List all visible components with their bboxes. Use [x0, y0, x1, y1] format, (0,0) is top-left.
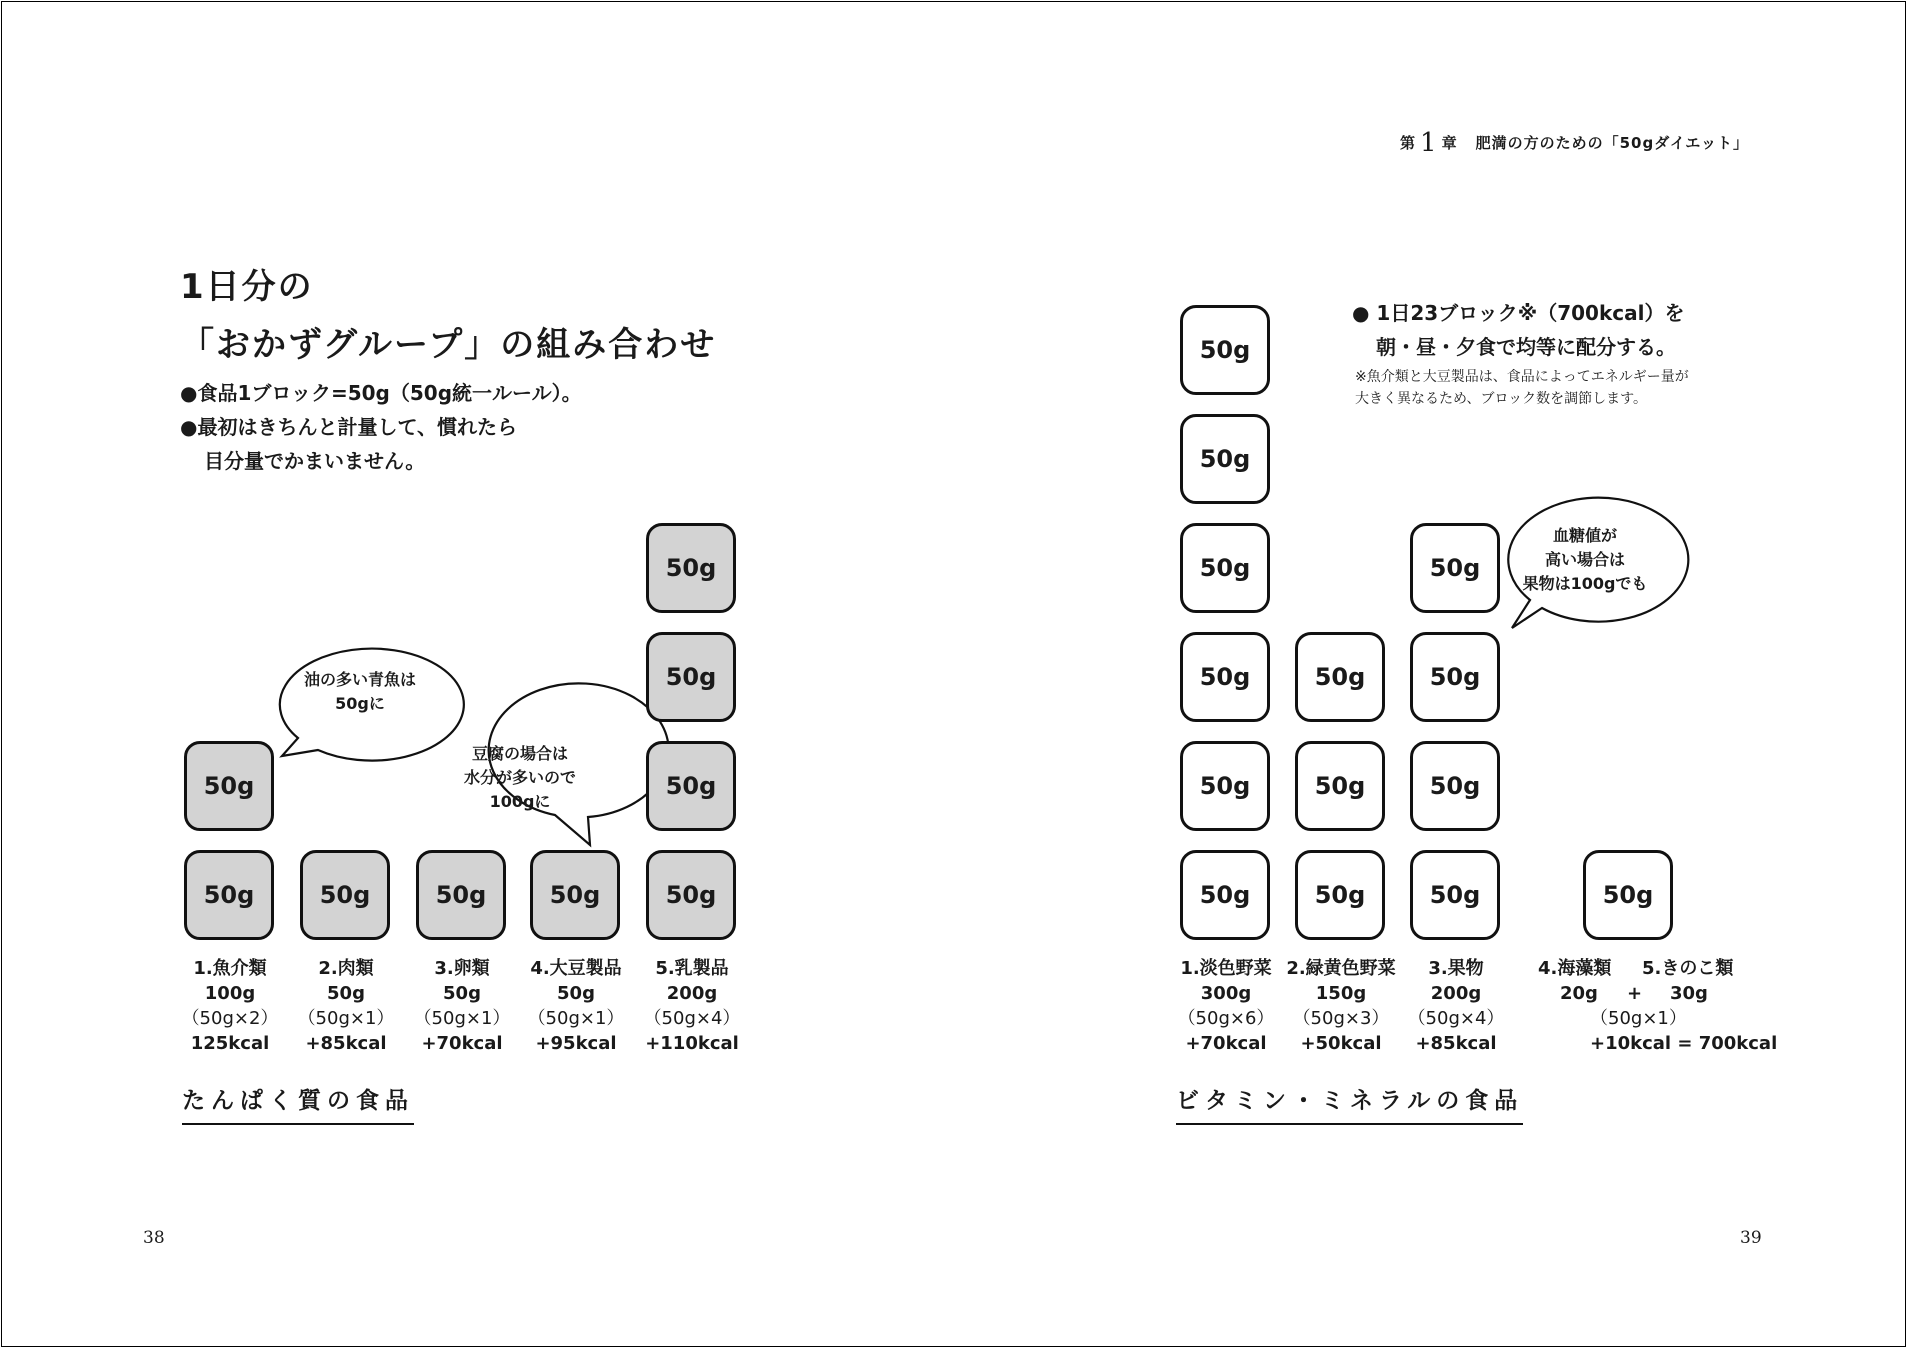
column-blocks: （50g×6） — [1177, 1008, 1275, 1029]
column-name: 1.魚介類 — [193, 958, 267, 979]
bubble-fruit-line-2: 高い場合は — [1544, 550, 1625, 569]
column-name: 3.卵類 — [434, 958, 490, 979]
column-kcal: +70kcal — [1185, 1033, 1267, 1054]
column-blocks: （50g×4） — [1407, 1008, 1505, 1029]
food-block-50g: 50g — [416, 850, 506, 940]
column-kcal: +70kcal — [421, 1033, 503, 1054]
food-block-50g: 50g — [1180, 850, 1270, 940]
column-kcal: +85kcal — [305, 1033, 387, 1054]
food-block-50g: 50g — [1410, 632, 1500, 722]
seaweed-blocks: （50g×1） — [1590, 1008, 1687, 1029]
column-name: 2.肉類 — [318, 958, 374, 979]
food-block-50g: 50g — [1180, 414, 1270, 504]
bubble-tofu-line-1: 豆腐の場合は — [471, 744, 568, 763]
column-blocks: （50g×1） — [413, 1008, 511, 1029]
food-block-50g: 50g — [1295, 850, 1385, 940]
total-kcal: +10kcal = 700kcal — [1590, 1033, 1778, 1054]
food-block-50g: 50g — [1295, 632, 1385, 722]
bubble-fruit-line-1: 血糖値が — [1552, 526, 1617, 545]
food-block-50g: 50g — [1410, 523, 1500, 613]
food-block-50g: 50g — [1180, 741, 1270, 831]
column-amount: 150g — [1315, 983, 1367, 1004]
column-kcal: +110kcal — [645, 1033, 739, 1054]
title-line-1: 1日分の — [180, 267, 314, 307]
column-name: 1.淡色野菜 — [1180, 958, 1272, 979]
column-kcal: +50kcal — [1300, 1033, 1382, 1054]
column-kcal: +85kcal — [1415, 1033, 1497, 1054]
chapter-title: 肥満の方のための「50gダイエット」 — [1475, 134, 1749, 152]
food-block-50g: 50g — [184, 850, 274, 940]
food-block-50g: 50g — [530, 850, 620, 940]
column-name: 4.大豆製品 — [530, 958, 622, 979]
column-amount: 50g — [327, 983, 365, 1004]
column-amount: 50g — [443, 983, 481, 1004]
food-block-50g: 50g — [1180, 523, 1270, 613]
food-block-50g: 50g — [646, 741, 736, 831]
column-amount: 300g — [1200, 983, 1252, 1004]
bubble-tofu-line-2: 水分が多いので — [463, 768, 576, 787]
column-blocks: （50g×1） — [527, 1008, 625, 1029]
column-blocks: （50g×4） — [643, 1008, 741, 1029]
mushroom-amount: 30g — [1670, 983, 1708, 1004]
column-blocks: （50g×2） — [181, 1008, 279, 1029]
page-number-left: 38 — [143, 1228, 165, 1248]
column-amount: 200g — [1430, 983, 1482, 1004]
rule-measure: ●最初はきちんと計量して、慣れたら — [180, 415, 518, 439]
note-line-2: 朝・昼・夕食で均等に配分する。 — [1376, 335, 1676, 359]
note-line-1: ● 1日23ブロック※（700kcal）を — [1352, 301, 1685, 325]
chapter-number: 1 — [1420, 128, 1438, 158]
column-name: 3.果物 — [1428, 958, 1484, 979]
column-kcal: +95kcal — [535, 1033, 617, 1054]
column-amount: 100g — [204, 983, 256, 1004]
footnote-line-1: ※魚介類と大豆製品は、食品によってエネルギー量が — [1355, 369, 1689, 385]
page-number-right: 39 — [1740, 1228, 1762, 1248]
food-block-50g: 50g — [1583, 850, 1673, 940]
food-block-50g: 50g — [1180, 632, 1270, 722]
food-block-50g: 50g — [1295, 741, 1385, 831]
bubble-fish-line-1: 油の多い青魚は — [303, 670, 416, 689]
column-blocks: （50g×1） — [297, 1008, 395, 1029]
plus-sign: + — [1627, 983, 1643, 1004]
chapter-suffix: 章 — [1441, 134, 1458, 152]
food-block-50g: 50g — [646, 523, 736, 613]
food-block-50g: 50g — [1180, 305, 1270, 395]
column-name: 5.乳製品 — [655, 958, 729, 979]
vitamin-column-label — [1386, 956, 1526, 1056]
food-block-50g: 50g — [646, 850, 736, 940]
column-name: 2.緑黄色野菜 — [1286, 958, 1396, 979]
bubble-fish-text — [275, 668, 445, 716]
food-block-50g: 50g — [300, 850, 390, 940]
chapter-prefix: 第 — [1400, 134, 1417, 152]
column-kcal: 125kcal — [190, 1033, 270, 1054]
rule-block-size: ●食品1ブロック=50g（50g統一ルール）。 — [180, 381, 582, 405]
rule-measure-cont: 目分量でかまいません。 — [204, 449, 426, 473]
column-amount: 50g — [557, 983, 595, 1004]
mushroom-name: 5.きのこ類 — [1642, 958, 1734, 979]
footnote-line-2: 大きく異なるため、ブロック数を調節します。 — [1355, 391, 1648, 407]
seaweed-name: 4.海藻類 — [1538, 958, 1612, 979]
protein-column-label — [622, 956, 762, 1056]
bubble-tofu-line-3: 100gに — [489, 792, 551, 811]
food-block-50g: 50g — [1410, 850, 1500, 940]
column-blocks: （50g×3） — [1292, 1008, 1390, 1029]
title-line-2: 「おかずグループ」の組み合わせ — [180, 325, 717, 365]
bubble-fruit-text — [1500, 524, 1670, 596]
bubble-fruit-line-3: 果物は100gでも — [1522, 574, 1648, 593]
bubble-tofu-text — [435, 742, 605, 814]
food-block-50g: 50g — [184, 741, 274, 831]
food-block-50g: 50g — [646, 632, 736, 722]
column-amount: 200g — [666, 983, 718, 1004]
bubble-fish-line-2: 50gに — [335, 694, 385, 713]
seaweed-amount: 20g — [1560, 983, 1598, 1004]
food-block-50g: 50g — [1410, 741, 1500, 831]
vitamin-section-label: ビタミン・ミネラルの食品 — [1176, 1082, 1523, 1125]
protein-section-label: たんぱく質の食品 — [182, 1082, 414, 1125]
